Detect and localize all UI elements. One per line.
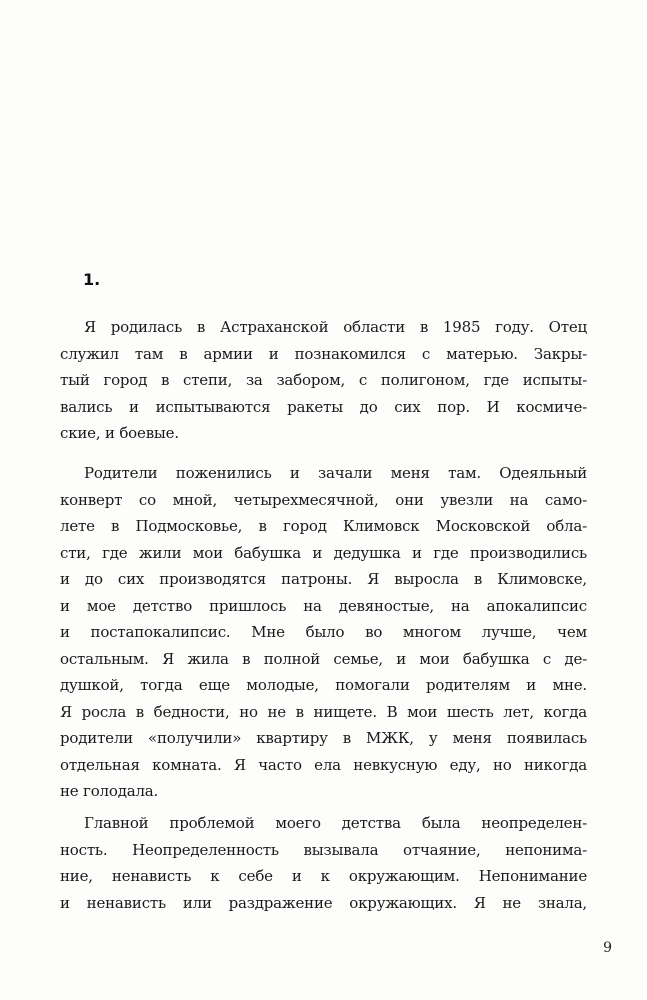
text-line: остальным. Я жила в полной семье, и мои бабушка с де- [60,649,587,668]
paragraph-3 [60,810,587,916]
text-line: родители «получили» квартиру в МЖК, у меня появилась [60,729,587,747]
paragraph-1 [60,314,587,447]
text-line: душкой, тогда еще молодые, помогали родителям и мне. [60,676,587,694]
text-line: вались и испытываются ракеты до сих пор. И космиче- [60,397,587,416]
chapter-number: 1. [83,270,101,289]
text-line: и до сих производятся патроны. Я выросла в Климовске, [60,570,587,588]
text-line: Я росла в бедности, но не в нищете. В мои шесть лет, когда [60,702,587,721]
text-line: служил там в армии и познакомился с матерью. Закры- [60,344,587,363]
text-line: лете в Подмосковье, в город Климовск Московской обла- [60,517,587,535]
text-line: ность. Неопределенность вызывала отчаяние, непонима- [60,840,587,859]
text-line: ние, ненависть к себе и к окружающим. Непонимание [60,867,587,885]
text-line: Родители поженились и зачали меня там. Одеяльный [84,464,587,482]
text-line: и мое детство пришлось на девяностые, на апокалипсис [60,596,587,615]
text-line: и ненависть или раздражение окружающих. Я не знала, [60,893,587,912]
paragraph-2 [60,460,587,805]
page-number: 9 [603,940,612,956]
text-line: сти, где жили мои бабушка и дедушка и где производились [60,543,587,562]
text-line: не голодала. [60,782,159,800]
text-line: конверт со мной, четырехмесячной, они увезли на само- [60,490,587,509]
text-line: Я родилась в Астраханской области в 1985 году. Отец [84,318,587,336]
text-line: и постапокалипсис. Мне было во многом лучше, чем [60,623,587,641]
text-line: Главной проблемой моего детства была неопределен- [84,814,587,832]
text-line: отдельная комната. Я часто ела невкусную еду, но никогда [60,755,587,774]
text-line: тый город в степи, за забором, с полигоном, где испыты- [60,371,587,389]
text-line: ские, и боевые. [60,424,179,442]
